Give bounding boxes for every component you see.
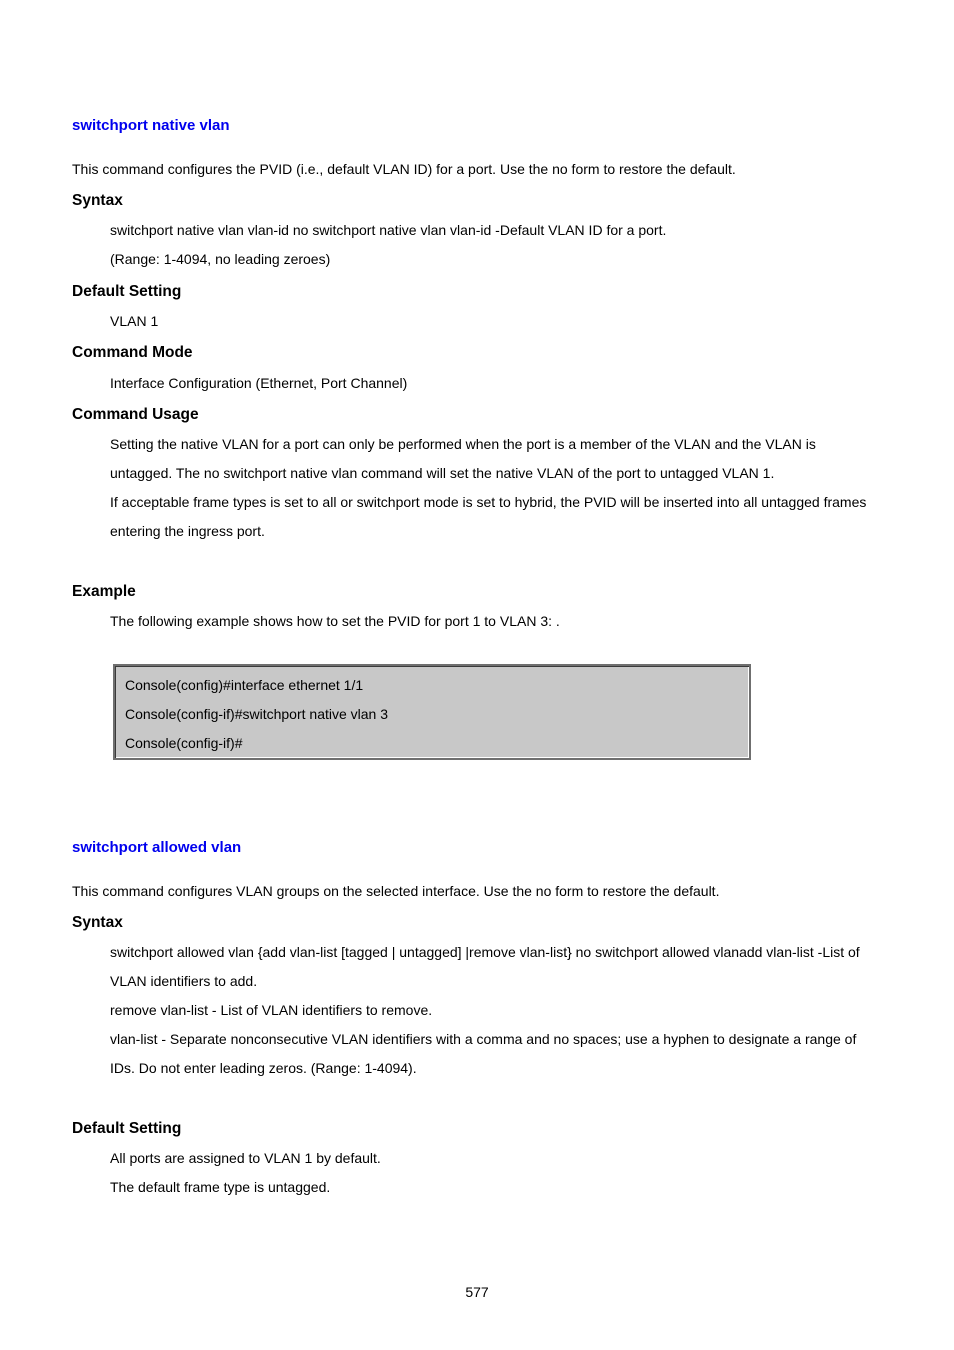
section-intro: This command configures the PVID (i.e., default VLAN ID) for a port. Use the no form to restore the default. [72,161,736,177]
default-setting-line: All ports are assigned to VLAN 1 by default. [110,1150,381,1166]
syntax-line: remove vlan-list - List of VLAN identifiers to remove. [110,1002,433,1018]
section-title-native-vlan: switchport native vlan [72,117,230,134]
command-usage-line: If acceptable frame types is set to all or switchport mode is set to hybrid, the PVID will be inserted into all untagged frames [110,494,867,510]
console-example-box [113,664,751,760]
syntax-line: VLAN identifiers to add. [110,973,258,989]
page-number: 577 [465,1284,489,1300]
default-setting-heading: Default Setting [72,283,182,300]
command-mode-line: Interface Configuration (Ethernet, Port Channel) [110,375,408,391]
command-usage-heading: Command Usage [72,406,199,423]
example-heading: Example [72,583,136,600]
syntax-line: switchport native vlan vlan-id no switchport native vlan vlan-id -Default VLAN ID for a port. [110,222,667,238]
example-line: The following example shows how to set the PVID for port 1 to VLAN 3: . [110,613,560,629]
command-usage-line: untagged. The no switchport native vlan command will set the native VLAN of the port to untagged VLAN 1. [110,465,775,481]
section-title-allowed-vlan: switchport allowed vlan [72,839,242,856]
default-setting-line: VLAN 1 [110,313,159,329]
command-mode-heading: Command Mode [72,344,193,361]
default-setting-line: The default frame type is untagged. [110,1179,331,1195]
syntax-heading: Syntax [72,192,123,209]
console-line: Console(config-if)# [125,735,243,751]
section-intro: This command configures VLAN groups on the selected interface. Use the no form to restore the default. [72,883,720,899]
syntax-line: (Range: 1-4094, no leading zeroes) [110,251,331,267]
command-usage-line: entering the ingress port. [110,523,265,539]
console-line: Console(config-if)#switchport native vlan 3 [125,706,389,722]
syntax-heading: Syntax [72,914,123,931]
syntax-line: switchport allowed vlan {add vlan-list [tagged | untagged] |remove vlan-list} no switchport allowed vlanadd vlan-list -List of [110,944,860,960]
default-setting-heading: Default Setting [72,1120,182,1137]
syntax-line: vlan-list - Separate nonconsecutive VLAN identifiers with a comma and no spaces; use a hyphen to designate a range of [110,1031,857,1047]
console-line: Console(config)#interface ethernet 1/1 [125,677,364,693]
command-usage-line: Setting the native VLAN for a port can only be performed when the port is a member of the VLAN and the VLAN is [110,436,816,452]
syntax-line: IDs. Do not enter leading zeros. (Range: 1-4094). [110,1060,417,1076]
